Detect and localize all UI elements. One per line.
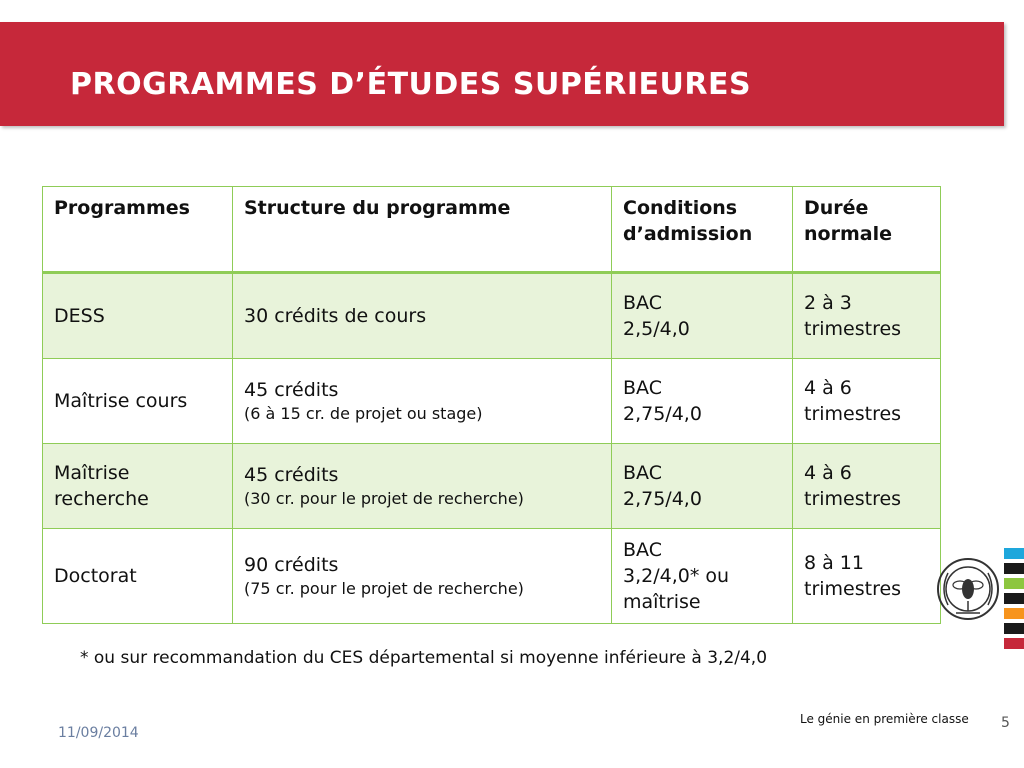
table-header-row: [43, 187, 941, 273]
conditions-line: BAC: [623, 377, 662, 399]
duree-line: trimestres: [804, 578, 902, 600]
color-stripes: [1004, 548, 1024, 653]
cell-programme: DESS: [43, 273, 233, 359]
structure-main: 30 crédits de cours: [244, 305, 427, 327]
structure-note: (6 à 15 cr. de projet ou stage): [244, 404, 483, 423]
conditions-line: 2,5/4,0: [623, 318, 690, 340]
cell-structure: [233, 444, 612, 529]
conditions-line: 2,75/4,0: [623, 488, 702, 510]
stripe-blue: [1004, 548, 1024, 559]
cell-conditions: [612, 444, 793, 529]
header-conditions: Conditions d’admission: [612, 187, 793, 273]
programs-table: [42, 186, 941, 624]
slide-title: PROGRAMMES D’ÉTUDES SUPÉRIEURES: [70, 67, 752, 102]
structure-main: 90 crédits: [244, 554, 339, 576]
conditions-line: BAC: [623, 539, 662, 561]
cell-conditions: [612, 359, 793, 444]
header-programmes: Programmes: [43, 187, 233, 273]
cell-conditions: [612, 273, 793, 359]
duree-line: trimestres: [804, 488, 902, 510]
structure-main: 45 crédits: [244, 379, 339, 401]
stripe-red: [1004, 638, 1024, 649]
conditions-line: 3,2/4,0* ou: [623, 565, 730, 587]
cell-duree: [793, 273, 941, 359]
stripe-black: [1004, 563, 1024, 574]
header-duree: Durée normale: [793, 187, 941, 273]
cell-structure: [233, 529, 612, 624]
stripe-green: [1004, 578, 1024, 589]
structure-main: 45 crédits: [244, 464, 339, 486]
footer-tagline: Le génie en première classe: [800, 712, 969, 726]
table-row: [43, 273, 941, 359]
cell-structure: [233, 273, 612, 359]
cell-duree: [793, 529, 941, 624]
structure-note: (30 cr. pour le projet de recherche): [244, 489, 524, 508]
duree-line: 8 à 11: [804, 552, 864, 574]
table-row: [43, 444, 941, 529]
duree-line: 4 à 6: [804, 377, 852, 399]
structure-note: (75 cr. pour le projet de recherche): [244, 579, 524, 598]
cell-programme: Maîtrise recherche: [43, 444, 233, 529]
cell-programme: Doctorat: [43, 529, 233, 624]
engineering-seal-icon: [934, 555, 1002, 627]
duree-line: 4 à 6: [804, 462, 852, 484]
duree-line: 2 à 3: [804, 292, 852, 314]
conditions-line: 2,75/4,0: [623, 403, 702, 425]
footnote: * ou sur recommandation du CES départemental si moyenne inférieure à 3,2/4,0: [80, 648, 768, 668]
conditions-line: maîtrise: [623, 591, 701, 613]
stripe-black: [1004, 623, 1024, 634]
duree-line: trimestres: [804, 403, 902, 425]
cell-duree: [793, 359, 941, 444]
cell-programme: Maîtrise cours: [43, 359, 233, 444]
table-row: [43, 359, 941, 444]
duree-line: trimestres: [804, 318, 902, 340]
header-structure: Structure du programme: [233, 187, 612, 273]
footer-date: 11/09/2014: [58, 725, 139, 741]
table-row: [43, 529, 941, 624]
cell-conditions: [612, 529, 793, 624]
cell-structure: [233, 359, 612, 444]
conditions-line: BAC: [623, 292, 662, 314]
cell-duree: [793, 444, 941, 529]
stripe-black: [1004, 593, 1024, 604]
conditions-line: BAC: [623, 462, 662, 484]
stripe-orange: [1004, 608, 1024, 619]
page-number: 5: [1001, 715, 1010, 731]
